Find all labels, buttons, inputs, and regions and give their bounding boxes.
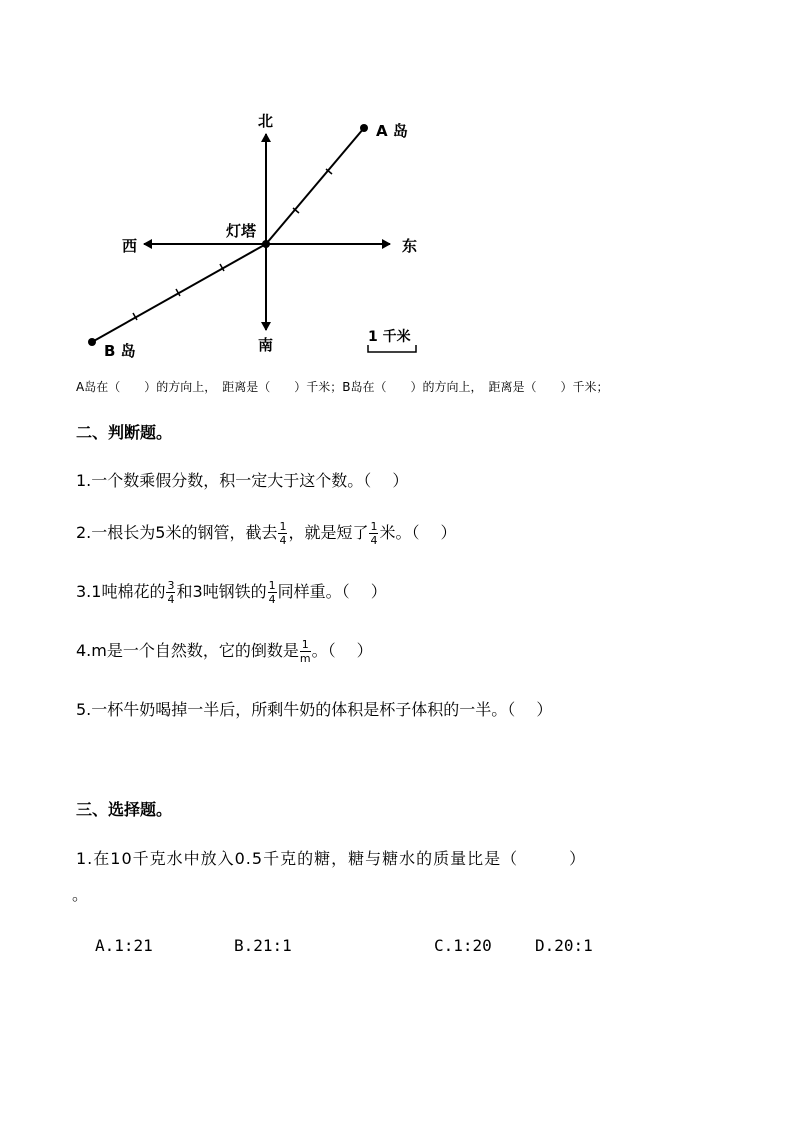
scale-bar	[368, 345, 416, 352]
q4-text-b: 。（ ）	[311, 641, 373, 660]
fraction-denominator: m	[299, 652, 311, 665]
east-label: 东	[402, 237, 418, 255]
judge-question-4	[76, 638, 373, 664]
fraction-denominator: 4	[279, 534, 287, 547]
q2-text-c: 米。（ ）	[379, 523, 457, 542]
fill-in-question: A岛在（ ）的方向上， 距离是（ ）千米；B岛在（ ）的方向上， 距离是（ ）千米；	[76, 380, 609, 394]
fraction-numerator: 1	[301, 638, 309, 651]
fraction	[369, 521, 378, 546]
line-to-a	[266, 128, 364, 244]
fraction-numerator: 1	[370, 520, 378, 533]
q3-text-c: 同样重。（ ）	[277, 582, 387, 601]
fraction-denominator: 4	[370, 534, 378, 547]
island-b-label: B 岛	[104, 342, 136, 360]
fraction	[278, 521, 287, 546]
fraction	[166, 580, 175, 605]
judge-question-1: 1.一个数乘假分数，积一定大于这个数。（ ）	[76, 471, 409, 490]
judge-question-5: 5.一杯牛奶喝掉一半后，所剩牛奶的体积是杯子体积的一半。（ ）	[76, 700, 553, 719]
scale-label: 1 千米	[368, 329, 411, 345]
q2-text-a: 2.一根长为5米的钢管，截去	[76, 523, 278, 542]
judge-question-3	[76, 579, 387, 605]
island-a-label: A 岛	[376, 122, 408, 140]
south-label: 南	[258, 336, 274, 354]
q2-text-b: ，就是短了	[288, 523, 369, 542]
lighthouse-label: 灯塔	[226, 222, 257, 240]
choice-question-1-cont: 。	[72, 885, 89, 904]
judge-question-2	[76, 520, 457, 546]
section-judge-heading: 二、判断题。	[76, 423, 173, 442]
q3-text-a: 3.1吨棉花的	[76, 582, 166, 601]
lighthouse-point	[262, 240, 270, 248]
fraction-numerator: 3	[167, 579, 175, 592]
section-choice-heading: 三、选择题。	[76, 800, 173, 819]
fraction-denominator: 4	[268, 593, 276, 606]
island-b-point	[88, 338, 96, 346]
west-label: 西	[122, 237, 138, 255]
option-a[interactable]: A.1:21	[95, 936, 153, 955]
option-c[interactable]: C.1:20	[434, 936, 492, 955]
fraction	[300, 639, 311, 664]
fraction-numerator: 1	[279, 520, 287, 533]
fraction	[268, 580, 277, 605]
option-d[interactable]: D.20:1	[535, 936, 593, 955]
island-a-point	[360, 124, 368, 132]
choice-question-1: 1.在10千克水中放入0.5千克的糖，糖与糖水的质量比是（ ）	[76, 849, 587, 868]
north-label: 北	[258, 112, 274, 130]
q3-text-b: 和3吨钢铁的	[176, 582, 267, 601]
option-b[interactable]: B.21:1	[234, 936, 292, 955]
fraction-denominator: 4	[167, 593, 175, 606]
q4-text-a: 4.m是一个自然数，它的倒数是	[76, 641, 299, 660]
fraction-numerator: 1	[268, 579, 276, 592]
